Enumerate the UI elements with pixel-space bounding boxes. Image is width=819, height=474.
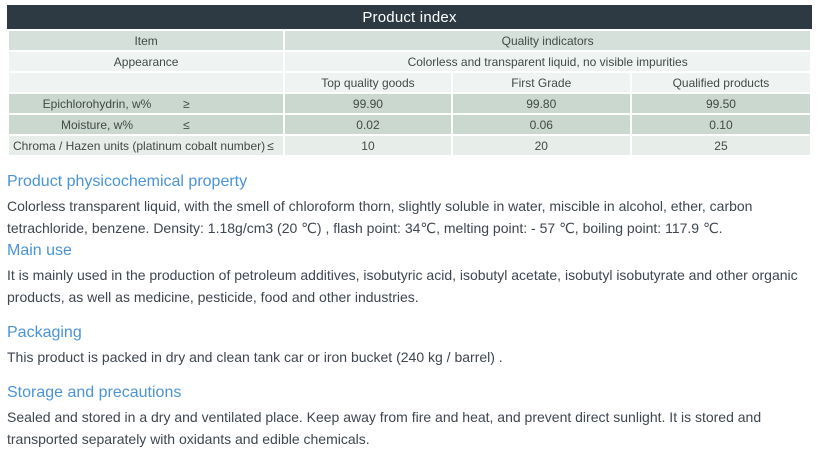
spec-value-cell: 0.02	[285, 115, 450, 134]
spec-label-wrap	[13, 139, 279, 153]
spec-row-chroma	[9, 136, 810, 155]
spec-row-moisture	[9, 115, 810, 134]
section-heading: Storage and precautions	[7, 384, 182, 401]
spec-value-cell: 20	[453, 136, 630, 155]
spec-label-cell	[9, 115, 283, 134]
lte-operator: ≤	[267, 138, 274, 153]
spec-value-cell: 0.06	[453, 115, 630, 134]
grade-qualified-cell: Qualified products	[632, 73, 810, 92]
grade-header-row	[9, 73, 810, 92]
section-packaging	[7, 323, 812, 368]
spec-label-cell	[9, 136, 283, 155]
text-sections	[7, 172, 812, 450]
spec-label-wrap	[13, 118, 279, 132]
spec-label-wrap	[13, 97, 279, 111]
section-physicochemical-property	[7, 172, 812, 239]
spec-value-cell: 99.90	[285, 94, 450, 113]
item-header-cell: Item	[9, 31, 283, 50]
section-body: Colorless transparent liquid, with the smell of chloroform thorn, slightly soluble in water, miscible in alcohol, ether, carbon tetrachloride, benzene. Density: 1.18g/cm3 (20 ℃) , flash point: 34℃, melting point: - 57 ℃, boiling point: 117.9 ℃.	[7, 198, 753, 236]
section-main-use	[7, 241, 812, 308]
section-heading: Product physicochemical property	[7, 173, 248, 190]
section-body: Sealed and stored in a dry and ventilated place. Keep away from fire and heat, and prevent direct sunlight. It is stored and transported separately with oxidants and edible chemicals.	[7, 409, 762, 447]
spec-value-cell: 25	[632, 136, 810, 155]
grade-first-grade-cell: First Grade	[453, 73, 630, 92]
appearance-value-cell: Colorless and transparent liquid, no visible impurities	[285, 52, 810, 71]
section-heading: Packaging	[7, 324, 82, 341]
grade-top-quality-cell: Top quality goods	[285, 73, 450, 92]
spec-label-cell	[9, 94, 283, 113]
spec-label: Chroma / Hazen units (platinum cobalt number)	[13, 138, 266, 153]
appearance-label-cell: Appearance	[9, 52, 283, 71]
appearance-row	[9, 52, 810, 71]
empty-cell	[9, 73, 283, 92]
section-heading: Main use	[7, 242, 72, 259]
title-bar	[7, 5, 812, 29]
gte-operator: ≥	[183, 96, 190, 111]
quality-header-cell: Quality indicators	[285, 31, 810, 50]
spec-label: Moisture, w%	[60, 117, 134, 132]
table-header-row	[9, 31, 810, 50]
product-spec-table	[7, 29, 812, 157]
spec-value-cell: 0.10	[632, 115, 810, 134]
section-body: It is mainly used in the production of petroleum additives, isobutyric acid, isobutyl acetate, isobutyl isobutyrate and other organic products, as well as medicine, pesticide, food and other industries.	[7, 267, 798, 305]
spec-label: Epichlorohydrin, w%	[42, 96, 152, 111]
spec-value-cell: 10	[285, 136, 450, 155]
spec-value-cell: 99.80	[453, 94, 630, 113]
section-body: This product is packed in dry and clean tank car or iron bucket (240 kg / barrel) .	[7, 349, 503, 365]
page-title: Product index	[362, 8, 457, 26]
spec-row-epichlorohydrin	[9, 94, 810, 113]
section-storage-precautions	[7, 383, 812, 450]
lte-operator: ≤	[183, 117, 190, 132]
spec-value-cell: 99.50	[632, 94, 810, 113]
